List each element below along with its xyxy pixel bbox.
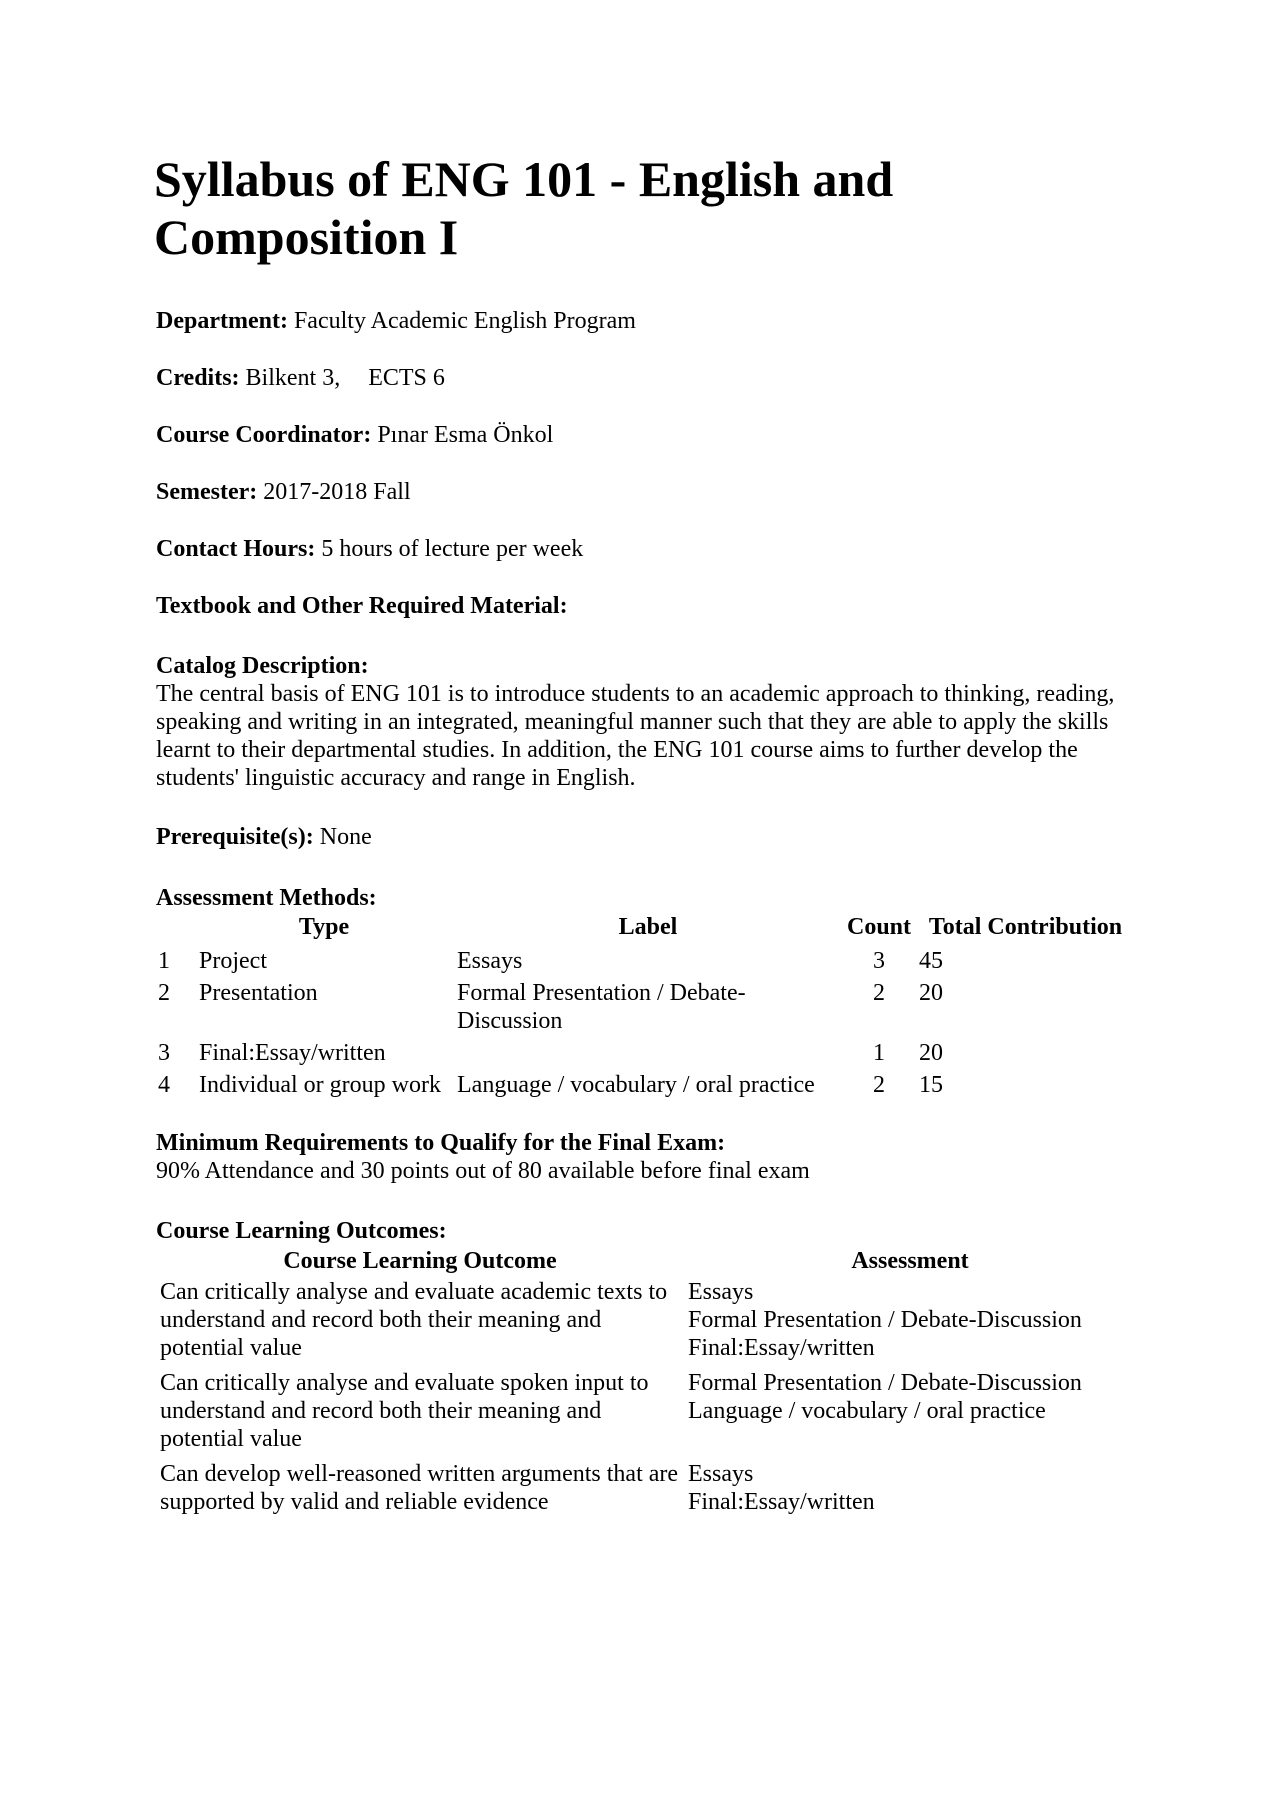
table-row xyxy=(156,1369,1136,1460)
assessment-header-num xyxy=(156,913,195,947)
assessment-count: 2 xyxy=(873,980,886,1006)
table-row xyxy=(156,1460,1136,1523)
catalog-description-label: Catalog Description: xyxy=(156,653,369,679)
outcome-assessment-item: Essays xyxy=(688,1461,754,1487)
assessment-methods-label: Assessment Methods: xyxy=(156,885,377,911)
assessment-type: Final:Essay/written xyxy=(199,1040,386,1066)
department-field xyxy=(156,307,1136,335)
min-requirements-label: Minimum Requirements to Qualify for the Final Exam: xyxy=(156,1130,726,1156)
catalog-description-text: The central basis of ENG 101 is to introduce students to an academic approach to thinking, reading, speaking and writing in an integrated, meaningful manner such that they are able to apply the skills learnt to their departmental studies. In addition, the ENG 101 course aims to further develop the students' linguistic accuracy and range in English. xyxy=(156,681,1115,791)
assessment-header-row xyxy=(156,913,1136,947)
semester-value: 2017-2018 Fall xyxy=(263,479,411,505)
table-row xyxy=(156,979,1136,1039)
semester-field xyxy=(156,478,1136,506)
credits-field xyxy=(156,364,1136,392)
outcome-assessments xyxy=(684,1460,1136,1523)
prerequisites-label: Prerequisite(s): xyxy=(156,824,314,850)
outcome-assessment-item: Formal Presentation / Debate-Discussion xyxy=(688,1370,1082,1396)
outcome-assessment-item: Essays xyxy=(688,1279,754,1305)
assessment-count: 2 xyxy=(873,1072,886,1098)
assessment-header-label: Label xyxy=(618,914,678,940)
min-requirements-text: 90% Attendance and 30 points out of 80 available before final exam xyxy=(156,1158,810,1184)
assessment-num: 3 xyxy=(158,1040,170,1066)
outcomes-header-outcome: Course Learning Outcome xyxy=(283,1248,557,1274)
table-row xyxy=(156,1278,1136,1369)
outcomes-header-assessment: Assessment xyxy=(851,1248,969,1274)
assessment-total: 15 xyxy=(919,1072,944,1098)
outcome-text: Can develop well-reasoned written arguments that are supported by valid and reliable evidence xyxy=(160,1461,679,1515)
assessment-total: 20 xyxy=(919,1040,944,1066)
assessment-header-total: Total Contribution xyxy=(928,914,1123,940)
assessment-label: Essays xyxy=(457,948,523,974)
assessment-type: Presentation xyxy=(199,980,318,1006)
assessment-type: Individual or group work xyxy=(199,1072,441,1098)
prerequisites-field xyxy=(156,823,1136,851)
learning-outcomes-section xyxy=(156,1217,1136,1523)
table-row xyxy=(156,947,1136,979)
table-row xyxy=(156,1039,1136,1071)
catalog-description-section xyxy=(156,652,1136,792)
assessment-num: 4 xyxy=(158,1072,170,1098)
assessment-num: 1 xyxy=(158,948,170,974)
textbook-field xyxy=(156,592,1136,620)
assessment-count: 1 xyxy=(873,1040,886,1066)
table-row xyxy=(156,1071,1136,1103)
semester-label: Semester: xyxy=(156,479,258,505)
department-value: Faculty Academic English Program xyxy=(293,308,636,334)
credits-label: Credits: xyxy=(156,365,240,391)
outcome-assessment-item: Language / vocabulary / oral practice xyxy=(688,1398,1046,1424)
learning-outcomes-label: Course Learning Outcomes: xyxy=(156,1218,447,1244)
assessment-header-count: Count xyxy=(847,914,912,940)
assessment-type: Project xyxy=(199,948,267,974)
outcome-assessment-item: Final:Essay/written xyxy=(688,1335,875,1361)
assessment-header-type: Type xyxy=(298,914,350,940)
assessment-num: 2 xyxy=(158,980,170,1006)
coordinator-label: Course Coordinator: xyxy=(156,422,372,448)
assessment-total: 45 xyxy=(919,948,944,974)
course-info xyxy=(156,307,1136,620)
prerequisites-value: None xyxy=(319,824,372,850)
contact-hours-value: 5 hours of lecture per week xyxy=(321,536,584,562)
assessment-label: Formal Presentation / Debate-Discussion xyxy=(457,980,746,1034)
textbook-label: Textbook and Other Required Material: xyxy=(156,593,568,619)
credits-bilkent-value: Bilkent 3, xyxy=(245,365,341,391)
assessment-label xyxy=(453,1039,843,1071)
assessment-count: 3 xyxy=(873,948,886,974)
assessment-table xyxy=(156,913,1136,1103)
credits-ects-value: ECTS 6 xyxy=(368,365,445,391)
outcomes-header-row xyxy=(156,1247,1136,1278)
contact-hours-label: Contact Hours: xyxy=(156,536,316,562)
coordinator-value: Pınar Esma Önkol xyxy=(377,422,554,448)
min-requirements-section xyxy=(156,1129,1136,1185)
document-page xyxy=(156,150,1136,1523)
contact-hours-field xyxy=(156,535,1136,563)
outcome-text: Can critically analyse and evaluate spoken input to understand and record both their meaning and potential value xyxy=(160,1370,649,1452)
assessment-label: Language / vocabulary / oral practice xyxy=(457,1072,815,1098)
assessment-methods-section xyxy=(156,884,1136,1103)
outcome-assessment-item: Final:Essay/written xyxy=(688,1489,875,1515)
learning-outcomes-table xyxy=(156,1247,1136,1523)
page-title: Syllabus of ENG 101 - English and Composition I xyxy=(154,151,894,265)
coordinator-field xyxy=(156,421,1136,449)
outcome-text: Can critically analyse and evaluate academic texts to understand and record both their meaning and potential value xyxy=(160,1279,668,1361)
outcome-assessments xyxy=(684,1278,1136,1369)
outcome-assessment-item: Formal Presentation / Debate-Discussion xyxy=(688,1307,1082,1333)
outcome-assessments xyxy=(684,1369,1136,1460)
assessment-total: 20 xyxy=(919,980,944,1006)
department-label: Department: xyxy=(156,308,288,334)
